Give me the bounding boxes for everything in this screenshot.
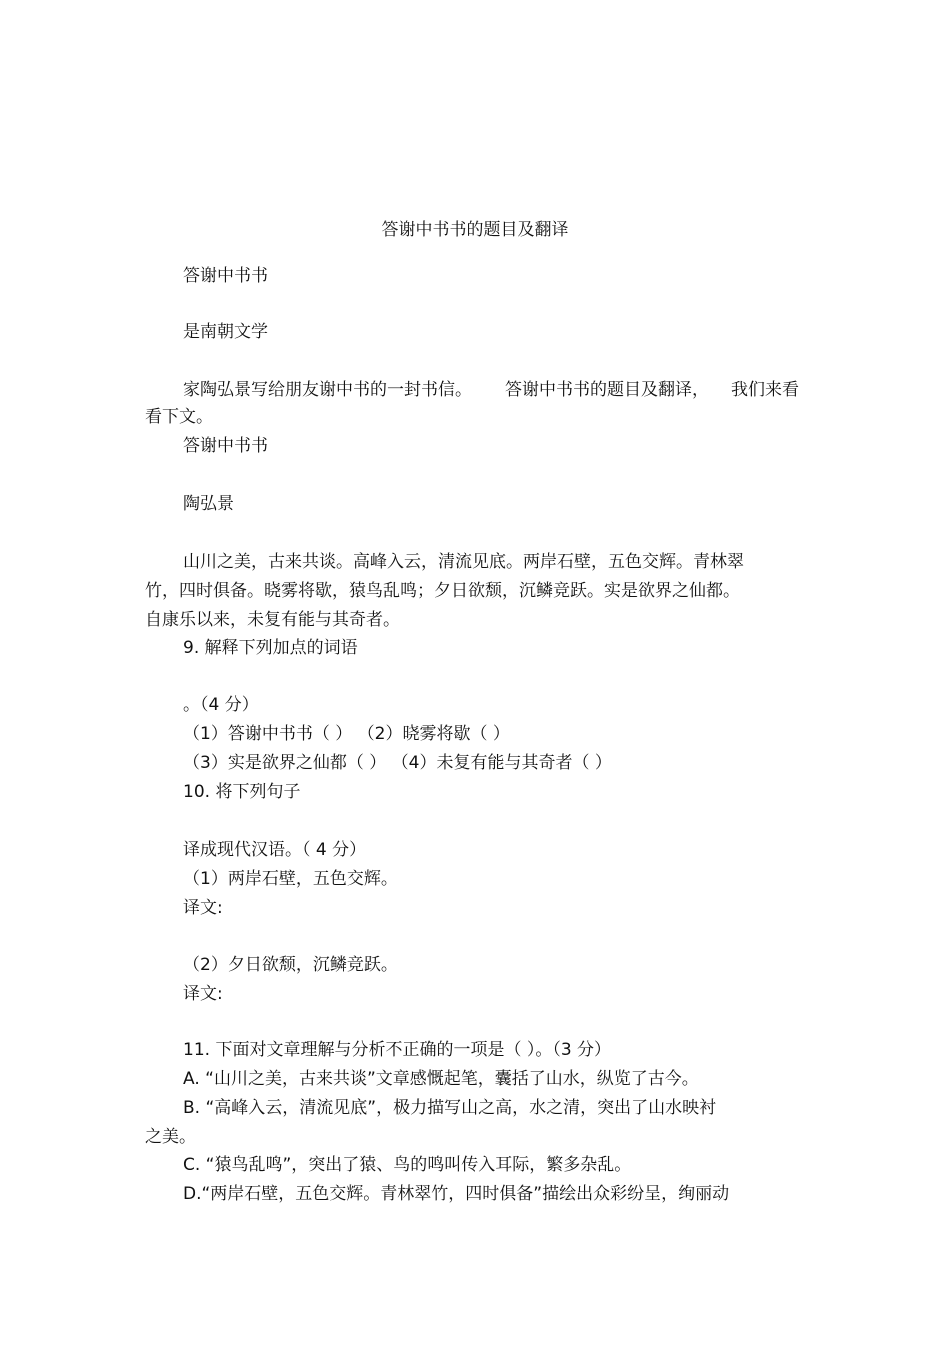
document-title: 答谢中书书的题目及翻译 [381, 220, 569, 240]
text-line: 山川之美，古来共谈。高峰入云，清流见底。两岸石壁，五色交辉。青林翠 [183, 552, 744, 572]
text-line: 我们来看 [731, 380, 799, 400]
text-line: （2）夕日欲颓，沉鳞竞跃。 [183, 955, 398, 975]
text-line: 看下文。 [145, 407, 213, 427]
question-heading: 11. 下面对文章理解与分析不正确的一项是（ ）。（3 分） [183, 1040, 612, 1060]
answer-label: 译文: [183, 984, 223, 1004]
text-line: 答谢中书书 [183, 436, 268, 456]
text-line: 自康乐以来，未复有能与其奇者。 [145, 610, 400, 630]
text-line: 之美。 [145, 1127, 196, 1147]
text-line: （1）两岸石壁，五色交辉。 [183, 869, 398, 889]
text-line: 译成现代汉语。（ 4 分） [183, 840, 367, 860]
option-d: D.“两岸石壁，五色交辉。青林翠竹，四时俱备”描绘出众彩纷呈，绚丽动 [183, 1184, 730, 1204]
text-line: 竹，四时俱备。晓雾将歇，猿鸟乱鸣；夕日欲颓，沉鳞竞跃。实是欲界之仙都。 [145, 581, 740, 601]
text-line: 答谢中书书 [183, 266, 268, 286]
text-line: （3）实是欲界之仙都（ ） （4）未复有能与其奇者（ ） [183, 753, 612, 773]
text-line: （1）答谢中书书（ ） （2）晓雾将歇（ ） [183, 724, 510, 744]
text-line: 答谢中书书的题目及翻译， [505, 380, 709, 400]
text-line: 。（4 分） [183, 695, 259, 715]
option-b: B. “高峰入云，清流见底”，极力描写山之高，水之清，突出了山水映衬 [183, 1098, 717, 1118]
text-line: 家陶弘景写给朋友谢中书的一封书信。 [183, 380, 472, 400]
answer-label: 译文: [183, 898, 223, 918]
option-c: C. “猿鸟乱鸣”，突出了猿、鸟的鸣叫传入耳际，繁多杂乱。 [183, 1155, 632, 1175]
question-heading: 10. 将下列句子 [183, 782, 301, 802]
option-a: A. “山川之美，古来共谈”文章感慨起笔，囊括了山水，纵览了古今。 [183, 1069, 699, 1089]
text-line: 是南朝文学 [183, 322, 268, 342]
question-heading: 9. 解释下列加点的词语 [183, 638, 358, 658]
text-line: 陶弘景 [183, 494, 234, 514]
